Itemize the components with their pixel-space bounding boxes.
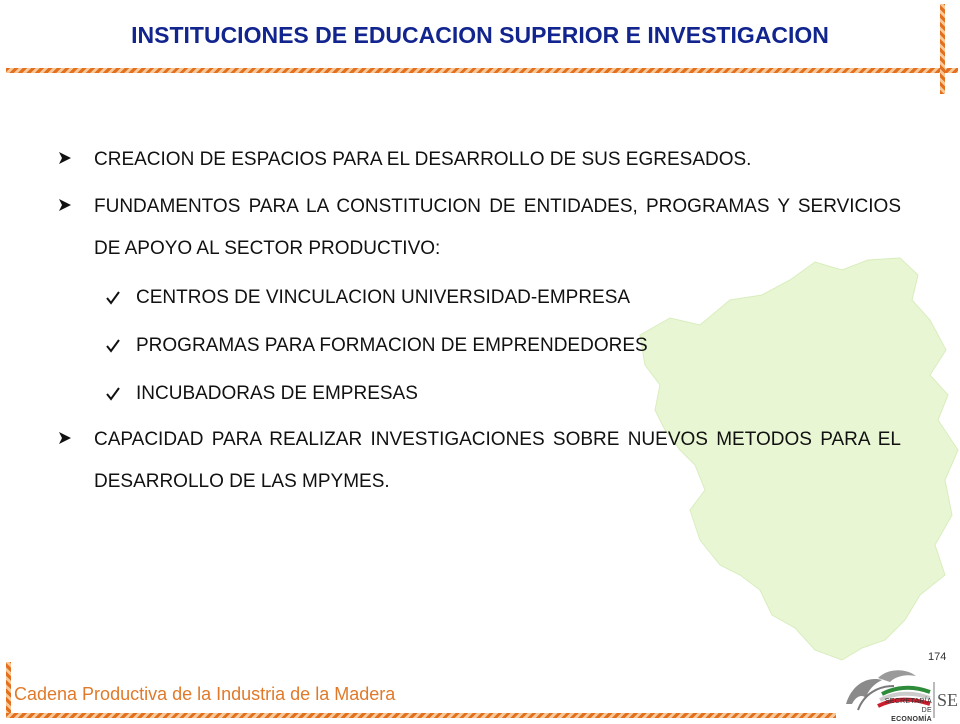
logo-line-1: SECRETARÍA DE	[884, 698, 932, 714]
bullet-item	[58, 186, 901, 270]
check-icon	[106, 275, 136, 321]
check-icon	[106, 371, 136, 417]
arrow-bullet-icon	[58, 139, 94, 181]
left-rope-border	[6, 662, 11, 718]
bullet-text: FUNDAMENTOS PARA LA CONSTITUCION DE ENTIDADES, PROGRAMAS Y SERVICIOS DE APOYO AL SECTOR PRODUCTIVO:	[94, 196, 901, 259]
logo-se-mark: SE	[937, 690, 959, 710]
bottom-rope-border	[6, 713, 836, 718]
logo-line-2: ECONOMÍA	[891, 716, 932, 723]
check-icon	[106, 323, 136, 369]
bullet-item	[58, 139, 901, 181]
bullet-text: CREACION DE ESPACIOS PARA EL DESARROLLO DE SUS EGRESADOS.	[94, 149, 752, 170]
footer-title: Cadena Productiva de la Industria de la Madera	[14, 684, 396, 704]
sub-bullet-text: INCUBADORAS DE EMPRESAS	[136, 383, 418, 404]
sub-bullet-item	[58, 371, 901, 417]
sub-bullet-item	[58, 275, 901, 321]
slide-title: INSTITUCIONES DE EDUCACION SUPERIOR E INVESTIGACION	[131, 22, 829, 48]
bullet-text: CAPACIDAD PARA REALIZAR INVESTIGACIONES SOBRE NUEVOS METODOS PARA EL DESARROLLO DE LAS MPYMES.	[94, 429, 901, 492]
sub-bullet-text: CENTROS DE VINCULACION UNIVERSIDAD-EMPRESA	[136, 287, 631, 308]
arrow-bullet-icon	[58, 419, 94, 461]
bullet-item	[58, 419, 901, 503]
sub-bullet-text: PROGRAMAS PARA FORMACION DE EMPRENDEDORES	[136, 335, 648, 356]
top-rope-border	[6, 68, 958, 73]
sub-bullet-item	[58, 323, 901, 369]
arrow-bullet-icon	[58, 186, 94, 228]
slide-content	[58, 139, 901, 508]
right-rope-border	[940, 4, 945, 94]
page-number: 174	[928, 651, 947, 663]
